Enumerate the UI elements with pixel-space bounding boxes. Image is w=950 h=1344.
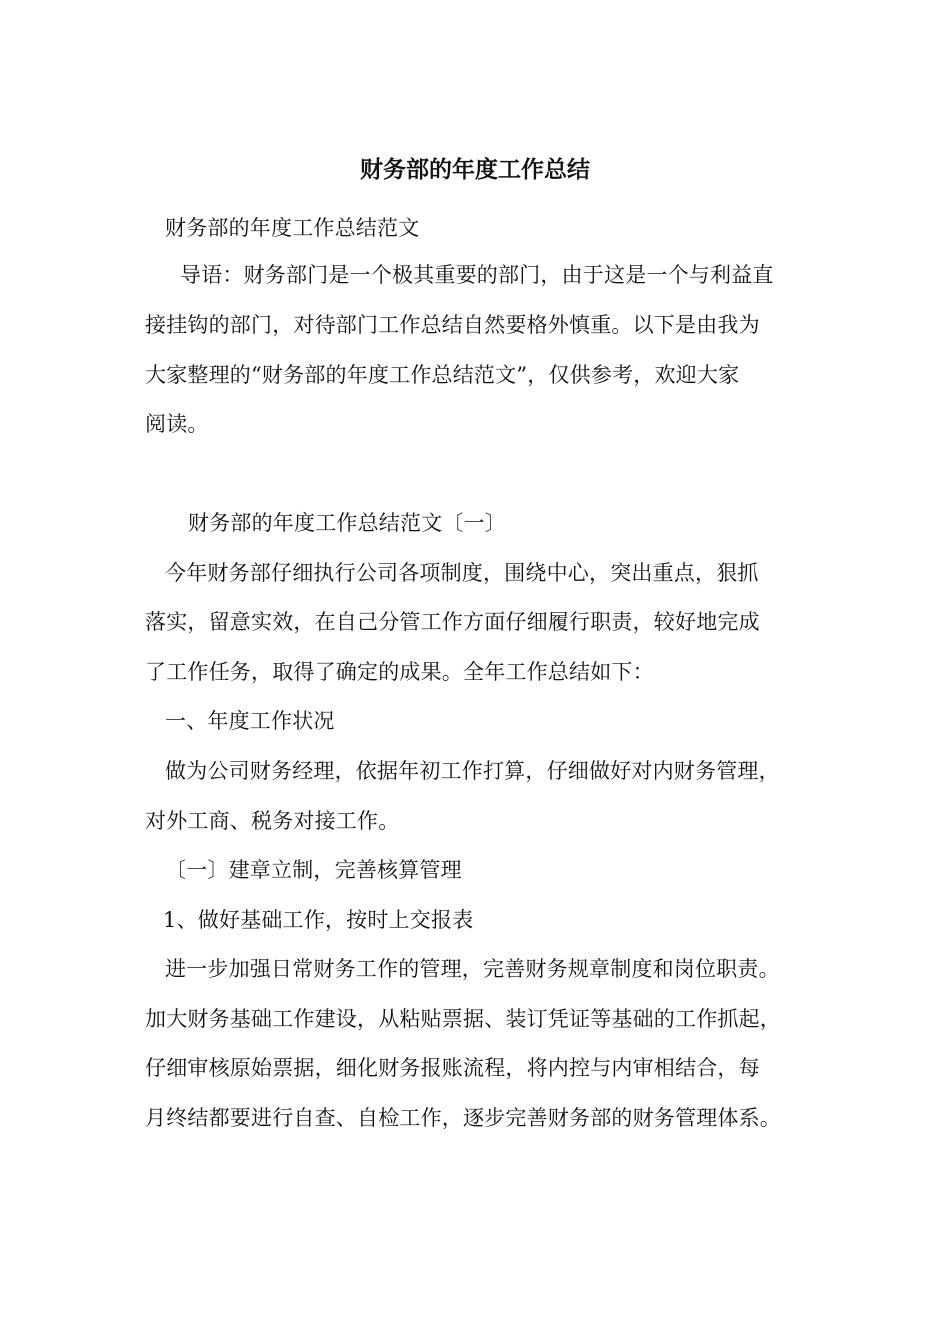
para3-line-3: 仔细审核原始票据，细化财务报账流程，将内控与内审相结合，每: [145, 1056, 760, 1080]
heading-1: 一、年度工作状况: [165, 709, 335, 733]
para1-line-3: 了工作任务，取得了确定的成果。全年工作总结如下：: [145, 660, 654, 684]
intro-line-4: 阅读。: [145, 412, 209, 436]
para3-line-4: 月终结都要进行自查、自检工作，逐步完善财务部的财务管理体系。: [145, 1106, 781, 1130]
para3-line-1: 进一步加强日常财务工作的管理，完善财务规章制度和岗位职责。: [165, 957, 780, 981]
intro-line-3: 大家整理的“财务部的年度工作总结范文”，仅供参考，欢迎大家: [145, 363, 740, 387]
para1-line-2: 落实，留意实效，在自己分管工作方面仔细履行职责，较好地完成: [145, 610, 760, 634]
heading-3: 1、做好基础工作，按时上交报表: [163, 908, 474, 932]
para2-line-2: 对外工商、税务对接工作。: [145, 809, 400, 833]
intro-line-2: 接挂钩的部门，对待部门工作总结自然要格外慎重。以下是由我为: [145, 313, 760, 337]
para2-line-1: 做为公司财务经理，依据年初工作打算，仔细做好对内财务管理，: [165, 759, 780, 783]
para1-line-1: 今年财务部仔细执行公司各项制度，围绕中心，突出重点，狠抓: [165, 561, 759, 585]
document-subtitle: 财务部的年度工作总结范文: [165, 216, 420, 240]
intro-line-1: 导语：财务部门是一个极其重要的部门，由于这是一个与利益直: [180, 263, 774, 287]
para3-line-2: 加大财务基础工作建设，从粘贴票据、装订凭证等基础的工作抓起，: [145, 1007, 781, 1031]
heading-2: 〔一〕建章立制，完善核算管理: [165, 858, 462, 882]
section-title: 财务部的年度工作总结范文〔一〕: [188, 511, 506, 535]
document-title: 财务部的年度工作总结: [360, 157, 590, 183]
